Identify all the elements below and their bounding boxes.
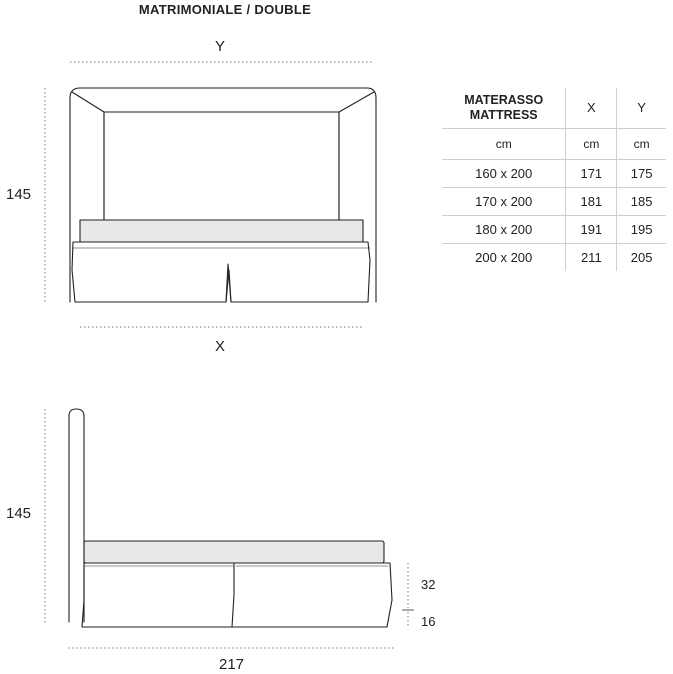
table-row: 180 x 200 191 195 [442, 216, 666, 244]
label-width-x: X [215, 338, 226, 355]
table-row: 170 x 200 181 185 [442, 188, 666, 216]
table-header-row [442, 88, 666, 129]
mattress-side [84, 541, 384, 563]
page-title: MATRIMONIALE / DOUBLE [138, 2, 312, 17]
label-leg-height: 16 [421, 614, 436, 629]
mattress-front [80, 220, 363, 242]
label-front-height: 145 [6, 186, 32, 203]
header-mattress: MATERASSO MATTRESS [464, 93, 544, 122]
base-side [82, 563, 392, 627]
header-y: Y [616, 88, 666, 128]
label-width-y: Y [215, 38, 226, 55]
headboard-side [69, 409, 84, 622]
table-units-row: cm cm cm [442, 129, 666, 160]
headboard-inner-panel [104, 112, 339, 222]
front-view-bed [70, 88, 376, 302]
bed-base-skirt [72, 242, 370, 302]
label-side-height: 145 [6, 505, 32, 522]
label-side-length: 217 [219, 656, 245, 673]
table-row: 200 x 200 211 205 [442, 244, 666, 271]
headboard-outline [70, 88, 376, 302]
header-x: X [565, 88, 616, 128]
mattress-size-table [442, 88, 666, 271]
label-base-height: 32 [421, 577, 436, 592]
table-row: 160 x 200 171 175 [442, 160, 666, 188]
side-view-bed [69, 409, 392, 627]
